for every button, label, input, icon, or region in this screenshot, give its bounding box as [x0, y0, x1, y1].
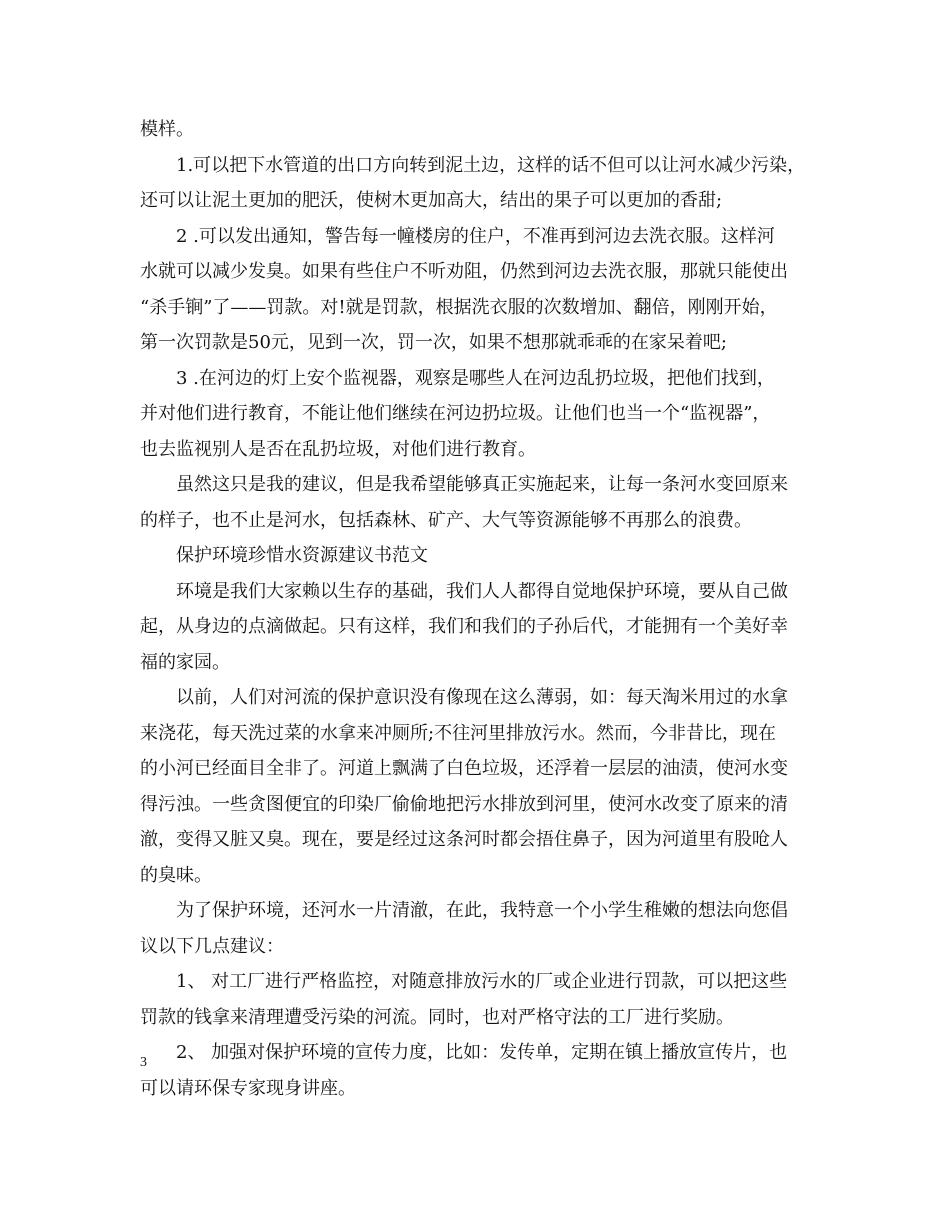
text-line: 2、 加强对保护环境的宣传力度，比如：发传单，定期在镇上播放宣传片，也	[176, 1042, 788, 1063]
text-line: 水就可以减少发臭。如果有些住户不听劝阻，仍然到河边去洗衣服，那就只能使出	[140, 261, 788, 282]
text-line: 第一次罚款是50元，见到一次，罚一次，如果不想那就乖乖的在家呆着吧;	[140, 332, 727, 353]
text-line: 可以请环保专家现身讲座。	[140, 1077, 356, 1099]
text-line: 虽然这只是我的建议，但是我希望能够真正实施起来，让每一条河水变回原来	[176, 474, 788, 495]
text-line: 的样子，也不止是河水，包括森林、矿产、大气等资源能够不再那么的浪费。	[140, 509, 752, 531]
text-line: 福的家园。	[140, 651, 230, 673]
text-line: 3 .在河边的灯上安个监视器，观察是哪些人在河边乱扔垃圾，把他们找到，	[176, 367, 775, 389]
text-line: “杀手锏”了——罚款。对!就是罚款，根据洗衣服的次数增加、翻倍，刚刚开始，	[140, 296, 778, 318]
text-line: 并对他们进行教育，不能让他们继续在河边扔垃圾。让他们也当一个“监视器”，	[140, 403, 771, 424]
text-line: 得污浊。一些贪图便宜的印染厂偷偷地把污水排放到河里，使河水改变了原来的清	[140, 793, 788, 815]
text-line: 1.可以把下水管道的出口方向转到泥土边，这样的话不但可以让河水减少污染，	[176, 154, 806, 176]
text-line: 环境是我们大家赖以生存的基础，我们人人都得自觉地保护环境，要从自己做	[176, 580, 788, 602]
page-number: 3	[140, 1055, 147, 1070]
text-line: 2 .可以发出通知，警告每一幢楼房的住户，不准再到河边去洗衣服。这样河	[176, 225, 775, 247]
text-line: 模样。	[140, 119, 194, 140]
text-line: 的小河已经面目全非了。河道上飘满了白色垃圾，还浮着一层层的油渍，使河水变	[140, 758, 788, 779]
text-line: 1、 对工厂进行严格监控，对随意排放污水的厂或企业进行罚款，可以把这些	[176, 971, 788, 992]
text-line: 为了保护环境，还河水一片清澈，在此，我特意一个小学生稚嫩的想法向您倡	[176, 900, 788, 921]
text-line: 来浇花，每天洗过菜的水拿来冲厕所;不往河里排放污水。然而，今非昔比，现在	[140, 722, 777, 744]
text-line: 以前，人们对河流的保护意识没有像现在这么薄弱，如：每天淘米用过的水拿	[176, 687, 788, 708]
text-line: 起，从身边的点滴做起。只有这样，我们和我们的子孙后代，才能拥有一个美好幸	[140, 616, 788, 637]
text-line: 澈，变得又脏又臭。现在，要是经过这条河时都会捂住鼻子，因为河道里有股呛人	[140, 829, 788, 850]
document-body	[140, 112, 820, 1106]
text-line: 还可以让泥土更加的肥沃，使树木更加高大，结出的果子可以更加的香甜;	[140, 190, 723, 211]
text-line: 议以下几点建议：	[140, 935, 284, 957]
text-line: 也去监视别人是否在乱扔垃圾，对他们进行教育。	[140, 438, 536, 460]
text-line: 的臭味。	[140, 864, 212, 886]
text-line: 罚款的钱拿来清理遭受污染的河流。同时，也对严格守法的工厂进行奖励。	[140, 1006, 734, 1028]
section-title: 保护环境珍惜水资源建议书范文	[176, 545, 428, 566]
